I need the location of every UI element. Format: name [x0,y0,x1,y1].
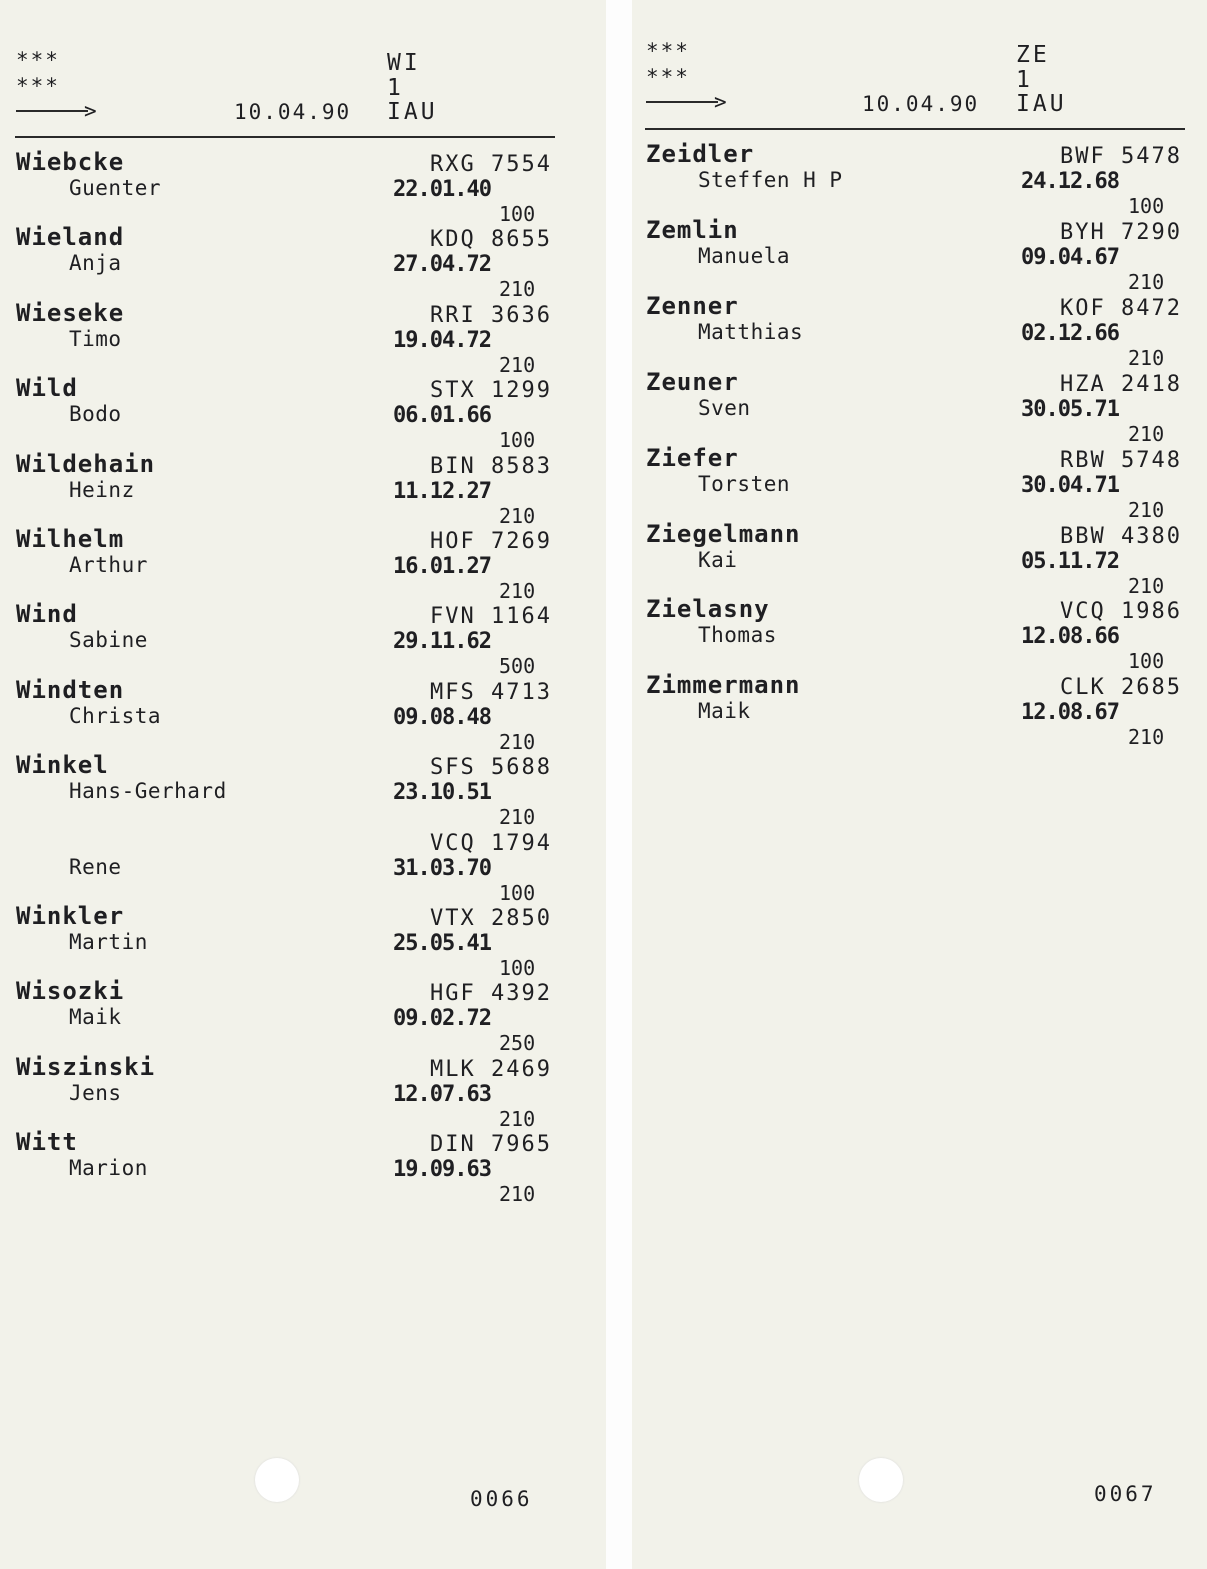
record-number: 100 [499,956,536,980]
list-item [646,215,1182,294]
list-item [16,527,552,603]
list-item [646,142,1182,218]
record-number: 210 [1128,345,1165,370]
birth-date: 30.05.71 [1021,396,1119,422]
surname-label: Windten [16,675,125,704]
header-unit: IAU [1016,91,1067,117]
header-rule [15,136,555,138]
birth-date: 25.05.41 [393,931,491,956]
surname-label: Zeidler [646,140,755,168]
header-part: 1 [387,75,404,101]
record-number: 210 [499,352,536,377]
list-item [16,829,552,905]
record-number: 100 [1128,649,1165,674]
surname-label: Wisozki [16,977,125,1006]
firstname-label: Maik [698,699,751,724]
list-item [16,675,552,754]
firstname-label: Anja [69,251,122,276]
birth-date: 06.01.66 [393,403,491,429]
list-item [16,225,552,301]
surname-label: Witt [16,1128,78,1157]
record-code: MLK 2469 [430,1056,552,1082]
punch-hole [255,1458,299,1502]
header-stars-bottom: *** [646,65,690,89]
surname-label: Zeuner [646,367,739,396]
surname-label: Wieland [16,223,125,252]
record-code: MFS 4713 [430,679,552,705]
printout-sheet-right [632,0,1207,1569]
header-code: ZE [1016,42,1050,68]
list-item [16,1052,552,1131]
record-number: 250 [499,1031,536,1056]
record-code: CLK 2685 [1060,675,1182,701]
record-number: 500 [499,654,536,679]
firstname-label: Hans-Gerhard [69,779,227,804]
record-number: 210 [499,579,536,603]
record-number: 210 [1128,497,1165,522]
list-item [16,298,552,377]
birth-date: 29.11.62 [393,629,491,655]
header-unit: IAU [387,99,438,125]
header-code: WI [387,50,421,76]
surname-label: Zimmermann [646,671,801,700]
header-stars-bottom: *** [16,74,60,98]
firstname-label: Marion [69,1156,148,1181]
record-code: STX 1299 [430,378,552,404]
firstname-label: Bodo [69,402,122,427]
header-stars-top: *** [16,48,60,72]
record-number: 100 [499,880,536,905]
list-item [16,376,552,452]
birth-date: 11.12.27 [393,478,491,504]
firstname-label: Arthur [69,553,148,577]
record-code: VTX 2850 [430,906,552,931]
record-number: 210 [499,729,536,754]
birth-date: 12.08.66 [1021,624,1119,650]
surname-label: Zemlin [646,215,739,244]
header-date: 10.04.90 [234,100,352,124]
list-item [16,449,552,528]
record-code: FVN 1164 [430,604,552,630]
record-number: 210 [499,503,536,528]
record-number: 210 [499,277,536,302]
birth-date: 19.04.72 [393,327,491,353]
surname-label: Wild [16,374,78,403]
list-item [16,1130,552,1206]
birth-date: 22.01.40 [393,177,491,202]
record-code: HGF 4392 [430,981,552,1007]
record-code: HOF 7269 [430,529,552,554]
birth-date: 19.09.63 [393,1157,491,1183]
firstname-label: Jens [69,1080,122,1105]
surname-label: Ziegelmann [646,519,801,548]
surname-label: Wildehain [16,449,156,478]
record-code: KOF 8472 [1060,295,1182,321]
birth-date: 24.12.68 [1021,169,1119,194]
firstname-label: Sabine [69,628,148,653]
surname-label: Wiszinski [16,1052,156,1081]
birth-date: 16.01.27 [393,554,491,579]
record-number: 210 [499,1106,536,1131]
record-number: 210 [1128,725,1165,750]
firstname-label: Sven [698,395,751,420]
record-code: BWF 5478 [1060,144,1182,169]
record-number: 210 [1128,421,1165,446]
firstname-label: Manuela [698,243,791,268]
surname-label: Zenner [646,291,739,320]
birth-date: 02.12.66 [1021,320,1119,346]
record-code: VCQ 1986 [1060,599,1182,625]
record-code: BIN 8583 [430,453,552,479]
list-item [16,979,552,1055]
list-item [646,367,1182,446]
list-item [16,602,552,678]
record-number: 210 [1128,573,1165,598]
surname-label: Ziefer [646,443,739,472]
record-code: HZA 2418 [1060,371,1182,397]
surname-label: Wieseke [16,298,125,327]
firstname-label: Steffen H P [698,168,843,192]
record-number: 100 [1128,194,1165,218]
list-item [646,597,1182,673]
record-number: 210 [499,1182,536,1207]
sheet-gap [606,0,632,1569]
firstname-label: Matthias [698,319,804,344]
list-item [646,673,1182,749]
surname-label: Wiebcke [16,148,125,176]
record-code: DIN 7965 [430,1132,552,1158]
list-item [16,150,552,226]
birth-date: 12.08.67 [1021,700,1119,726]
header-rule [645,128,1185,130]
record-code: BYH 7290 [1060,219,1182,245]
record-code: RXG 7554 [430,152,552,177]
record-code: RRI 3636 [430,302,552,328]
birth-date: 27.04.72 [393,252,491,278]
birth-date: 12.07.63 [393,1081,491,1107]
arrow-icon: > [16,100,100,122]
surname-label: Zielasny [646,595,770,624]
header-part: 1 [1016,67,1033,93]
surname-label: Wind [16,600,78,629]
birth-date: 30.04.71 [1021,472,1119,498]
record-number: 210 [1128,269,1165,294]
list-item [16,753,552,829]
record-number: 210 [499,805,536,830]
list-item [646,519,1182,598]
birth-date: 09.08.48 [393,704,491,730]
header-date: 10.04.90 [862,92,980,116]
firstname-label: Kai [698,547,738,572]
punch-hole [859,1458,903,1502]
firstname-label: Christa [69,703,162,728]
birth-date: 05.11.72 [1021,548,1119,574]
record-code: VCQ 1794 [430,830,552,856]
firstname-label: Rene [69,854,122,879]
record-code: SFS 5688 [430,755,552,781]
list-item [646,443,1182,522]
birth-date: 09.02.72 [393,1006,491,1032]
header-stars-top: *** [646,39,690,63]
birth-date: 09.04.67 [1021,244,1119,270]
firstname-label: Martin [69,930,148,954]
firstname-label: Thomas [698,623,777,648]
record-code: KDQ 8655 [430,227,552,253]
firstname-label: Maik [69,1005,122,1030]
firstname-label: Guenter [69,176,162,200]
record-code: BBW 4380 [1060,523,1182,549]
birth-date: 23.10.51 [393,780,491,806]
page-number: 0067 [1094,1482,1157,1506]
firstname-label: Timo [69,326,122,351]
arrow-icon: > [646,91,730,113]
list-item [16,904,552,980]
record-number: 100 [499,428,536,453]
surname-label: Winkel [16,751,109,780]
page-number: 0066 [470,1487,533,1511]
birth-date: 31.03.70 [393,855,491,881]
surname-label: Winkler [16,902,125,930]
list-item [646,291,1182,370]
firstname-label: Torsten [698,471,791,496]
surname-label: Wilhelm [16,525,125,553]
record-code: RBW 5748 [1060,447,1182,473]
record-number: 100 [499,202,536,226]
firstname-label: Heinz [69,477,135,502]
